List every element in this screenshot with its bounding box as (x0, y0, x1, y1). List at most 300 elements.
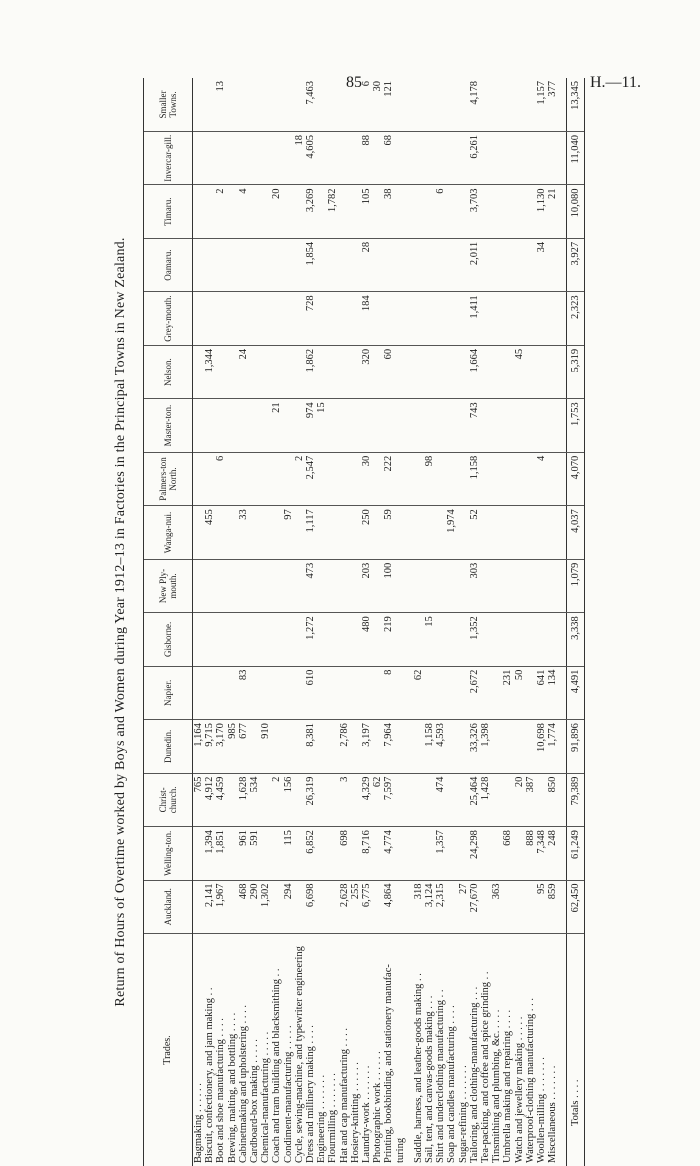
table-cell (514, 613, 525, 666)
table-cell: 1,862 (305, 345, 316, 398)
table-cell (502, 238, 513, 291)
table-cell (514, 506, 525, 559)
table-cell: 1,344 (204, 345, 215, 398)
table-cell (424, 399, 435, 452)
table-row (305, 78, 316, 1166)
table-cell: 2,628 (339, 880, 350, 933)
table-cell (361, 666, 372, 719)
table-cell (395, 559, 406, 612)
table-cell (260, 131, 271, 184)
table-cell (327, 238, 338, 291)
table-cell: 765 (193, 773, 205, 826)
table-cell (227, 345, 238, 398)
table-cell (525, 720, 536, 773)
table-cell (316, 131, 327, 184)
table-cell (204, 559, 215, 612)
table-cell (413, 78, 424, 131)
trade-name: Photographic work . . . . . . (372, 934, 383, 1166)
table-cell: 219 (383, 613, 394, 666)
table-cell: 698 (339, 827, 350, 880)
total-cell: 2,323 (566, 292, 584, 345)
table-cell: 105 (361, 185, 372, 238)
table-cell (372, 559, 383, 612)
table-cell (283, 345, 294, 398)
table-cell (350, 292, 361, 345)
table-cell: 115 (283, 827, 294, 880)
table-cell (446, 78, 457, 131)
table-cell (413, 345, 424, 398)
table-cell (271, 452, 282, 505)
table-cell (204, 399, 215, 452)
table-cell: 294 (283, 880, 294, 933)
table-cell: 468 (238, 880, 249, 933)
table-cell (260, 292, 271, 345)
table-cell (424, 559, 435, 612)
table-cell (413, 292, 424, 345)
table-cell (350, 666, 361, 719)
table-cell (547, 238, 558, 291)
table-cell (249, 399, 260, 452)
column-header: New Ply-mouth. (144, 559, 193, 612)
table-cell: 1,117 (305, 506, 316, 559)
table-cell (480, 399, 491, 452)
table-cell (327, 880, 338, 933)
table-cell (193, 238, 205, 291)
table-cell (547, 506, 558, 559)
table-cell (227, 613, 238, 666)
table-cell (372, 131, 383, 184)
table-cell (395, 78, 406, 131)
total-cell: 1,753 (566, 399, 584, 452)
rotated-table-block (113, 78, 581, 1166)
table-cell (372, 720, 383, 773)
table-cell: 1,158 (424, 720, 435, 773)
table-cell (525, 880, 536, 933)
table-cell (536, 131, 547, 184)
table-cell: 15 (316, 399, 327, 452)
trade-name: Saddle, harness, and leather-goods making . . (413, 934, 424, 1166)
table-cell (283, 78, 294, 131)
table-row (413, 78, 424, 1166)
table-cell (458, 506, 469, 559)
table-cell (271, 613, 282, 666)
column-header: Napier. (144, 666, 193, 719)
table-cell (283, 452, 294, 505)
table-cell (372, 506, 383, 559)
table-cell (424, 238, 435, 291)
table-cell: 83 (238, 666, 249, 719)
table-cell (327, 613, 338, 666)
trade-name: Waterproof-clothing manufacturing . . . (525, 934, 536, 1166)
table-cell: 480 (361, 613, 372, 666)
column-header: Christ-church. (144, 773, 193, 826)
table-cell (271, 880, 282, 933)
table-cell (514, 131, 525, 184)
column-header: Auckland. (144, 880, 193, 933)
table-cell (249, 506, 260, 559)
table-cell (372, 827, 383, 880)
table-cell (480, 506, 491, 559)
table-row (339, 78, 350, 1166)
table-cell (502, 613, 513, 666)
table-cell (238, 292, 249, 345)
table-cell (536, 613, 547, 666)
table-cell (350, 720, 361, 773)
table-cell: 3,124 (424, 880, 435, 933)
table-cell: 250 (361, 506, 372, 559)
table-cell (424, 131, 435, 184)
table-cell: 3,269 (305, 185, 316, 238)
table-cell (193, 506, 205, 559)
table-cell (350, 452, 361, 505)
table-cell: 1,357 (435, 827, 446, 880)
table-cell: 1,130 (536, 185, 547, 238)
table-cell: 2 (271, 773, 282, 826)
table-cell (193, 131, 205, 184)
table-cell (395, 399, 406, 452)
total-cell: 4,491 (566, 666, 584, 719)
column-header: Dunedin. (144, 720, 193, 773)
trade-name: Sugar-refining . . . . . . . (458, 934, 469, 1166)
table-cell (227, 131, 238, 184)
table-cell: 4 (536, 452, 547, 505)
table-cell: 222 (383, 452, 394, 505)
table-cell: 59 (383, 506, 394, 559)
table-cell (327, 559, 338, 612)
table-cell (227, 78, 238, 131)
column-header: Oamaru. (144, 238, 193, 291)
table-cell (294, 666, 305, 719)
table-cell (424, 185, 435, 238)
table-cell (283, 292, 294, 345)
table-cell (271, 720, 282, 773)
table-cell (260, 666, 271, 719)
table-cell (424, 506, 435, 559)
table-cell (424, 345, 435, 398)
table-cell: 4,912 (204, 773, 215, 826)
table-cell (227, 238, 238, 291)
table-cell (395, 827, 406, 880)
table-cell: 2 (294, 452, 305, 505)
table-cell (327, 452, 338, 505)
table-cell (458, 345, 469, 398)
table-cell (480, 559, 491, 612)
table-cell (458, 131, 469, 184)
table-cell (435, 345, 446, 398)
table-cell (294, 827, 305, 880)
table-cell (238, 613, 249, 666)
table-cell (446, 345, 457, 398)
table-cell (525, 238, 536, 291)
table-title: Return of Hours of Overtime worked by Boys and Women during Year 1912–13 in Factories in the Principal Towns in New Zealand. (113, 78, 129, 1166)
table-cell (339, 559, 350, 612)
table-cell (204, 238, 215, 291)
table-row (350, 78, 361, 1166)
table-cell (283, 720, 294, 773)
table-cell: 7,348 (536, 827, 547, 880)
table-cell (339, 666, 350, 719)
table-cell (502, 185, 513, 238)
table-cell (372, 399, 383, 452)
table-cell (283, 131, 294, 184)
table-cell: 6,852 (305, 827, 316, 880)
table-cell (339, 345, 350, 398)
table-cell (514, 292, 525, 345)
table-cell (395, 613, 406, 666)
table-cell (316, 452, 327, 505)
total-cell: 10,080 (566, 185, 584, 238)
table-cell (227, 506, 238, 559)
table-cell (204, 292, 215, 345)
table-cell: 377 (547, 78, 558, 131)
table-cell (316, 880, 327, 933)
table-cell: 7,964 (383, 720, 394, 773)
table-cell (491, 773, 502, 826)
table-cell (491, 559, 502, 612)
table-cell: 1,664 (469, 345, 480, 398)
trade-name: Printing, bookbinding, and stationery manufac- (383, 934, 394, 1166)
total-cell: 61,249 (566, 827, 584, 880)
table-cell (502, 452, 513, 505)
table-cell (238, 131, 249, 184)
table-row (361, 78, 372, 1166)
table-row (327, 78, 338, 1166)
trade-name: Flourmilling . . . . . . . (327, 934, 338, 1166)
table-cell (316, 613, 327, 666)
table-cell: 1,302 (260, 880, 271, 933)
table-cell: 4,329 (361, 773, 372, 826)
table-cell (514, 827, 525, 880)
table-cell (350, 185, 361, 238)
table-cell (413, 773, 424, 826)
table-cell (413, 131, 424, 184)
table-cell (294, 185, 305, 238)
table-cell (413, 559, 424, 612)
table-cell (350, 131, 361, 184)
table-cell: 1,352 (469, 613, 480, 666)
table-cell: 203 (361, 559, 372, 612)
table-cell: 2,011 (469, 238, 480, 291)
table-cell (372, 185, 383, 238)
table-cell (249, 720, 260, 773)
table-cell (327, 506, 338, 559)
table-cell (480, 452, 491, 505)
total-cell: 91,896 (566, 720, 584, 773)
table-cell (204, 78, 215, 131)
trade-name: Miscellaneous . . . . . . . (547, 934, 558, 1166)
trade-name: Cabinetmaking and upholstering . . . . (238, 934, 249, 1166)
table-cell (249, 238, 260, 291)
table-cell (502, 773, 513, 826)
header-row (144, 78, 193, 1166)
total-cell: 13,345 (566, 78, 584, 131)
table-row (193, 78, 205, 1166)
table-cell (339, 452, 350, 505)
table-cell: 184 (361, 292, 372, 345)
table-cell (514, 720, 525, 773)
trade-name: Brewing, malting, and bottling . . . . (227, 934, 238, 1166)
table-cell (316, 773, 327, 826)
table-cell (458, 292, 469, 345)
table-cell (215, 559, 226, 612)
table-cell (435, 452, 446, 505)
trade-name: Condiment-manufacturing . . . . . (283, 934, 294, 1166)
table-cell (525, 131, 536, 184)
table-cell (491, 78, 502, 131)
trade-name: turing (395, 934, 406, 1166)
table-cell: 30 (372, 78, 383, 131)
table-cell (339, 399, 350, 452)
page-number: 85 (346, 74, 362, 92)
table-cell (395, 506, 406, 559)
trade-name: Soap and candles manufacturing . . . . (446, 934, 457, 1166)
table-cell (458, 666, 469, 719)
table-cell (424, 773, 435, 826)
table-cell (435, 238, 446, 291)
table-cell (480, 880, 491, 933)
table-cell (294, 399, 305, 452)
table-cell: 255 (350, 880, 361, 933)
table-cell (193, 185, 205, 238)
table-cell: 62 (413, 666, 424, 719)
table-cell (491, 131, 502, 184)
table-cell: 20 (514, 773, 525, 826)
table-cell (316, 559, 327, 612)
document-reference: H.—11. (590, 74, 641, 92)
column-header: Grey-mouth. (144, 292, 193, 345)
table-cell (491, 452, 502, 505)
table-cell: 1,782 (327, 185, 338, 238)
table-cell (227, 773, 238, 826)
table-cell (249, 559, 260, 612)
table-cell (316, 506, 327, 559)
table-cell: 455 (204, 506, 215, 559)
table-cell (458, 827, 469, 880)
table-cell (502, 880, 513, 933)
table-cell: 28 (361, 238, 372, 291)
table-cell (294, 559, 305, 612)
table-cell: 1,854 (305, 238, 316, 291)
table-cell: 8,381 (305, 720, 316, 773)
table-cell (525, 78, 536, 131)
table-cell (327, 292, 338, 345)
total-cell: 5,319 (566, 345, 584, 398)
table-cell: 2,786 (339, 720, 350, 773)
table-row (260, 78, 271, 1166)
table-cell (316, 292, 327, 345)
table-cell (395, 666, 406, 719)
table-cell (424, 827, 435, 880)
table-cell (446, 880, 457, 933)
table-cell (215, 238, 226, 291)
table-cell: 34 (536, 238, 547, 291)
table-cell (227, 399, 238, 452)
total-cell: 3,338 (566, 613, 584, 666)
table-cell (458, 452, 469, 505)
table-cell (316, 827, 327, 880)
table-cell (215, 345, 226, 398)
table-cell (446, 720, 457, 773)
table-cell: 27,670 (469, 880, 480, 933)
table-cell: 534 (249, 773, 260, 826)
table-cell (372, 666, 383, 719)
table-cell: 97 (283, 506, 294, 559)
table-cell (238, 238, 249, 291)
table-cell (249, 292, 260, 345)
table-cell (491, 238, 502, 291)
table-cell (339, 78, 350, 131)
table-row (435, 78, 446, 1166)
table-cell: 610 (305, 666, 316, 719)
table-cell (395, 880, 406, 933)
table-cell: 88 (361, 131, 372, 184)
table-cell (491, 613, 502, 666)
table-cell (536, 506, 547, 559)
table-cell (525, 292, 536, 345)
table-cell (446, 827, 457, 880)
table-cell: 60 (383, 345, 394, 398)
table-cell: 7,597 (383, 773, 394, 826)
table-cell (514, 238, 525, 291)
table-cell (372, 613, 383, 666)
table-cell (294, 238, 305, 291)
table-cell (395, 292, 406, 345)
table-cell (536, 292, 547, 345)
table-cell (283, 238, 294, 291)
trade-name: Woollen-milling . . . . . . . (536, 934, 547, 1166)
trade-name: Watch and jewellery making . . . . . (514, 934, 525, 1166)
table-cell (525, 506, 536, 559)
table-cell (446, 185, 457, 238)
table-cell (395, 720, 406, 773)
column-header: Timaru. (144, 185, 193, 238)
table-cell: 985 (227, 720, 238, 773)
table-cell: 21 (271, 399, 282, 452)
table-cell: 8 (383, 666, 394, 719)
table-cell (413, 399, 424, 452)
table-cell (215, 399, 226, 452)
table-cell (260, 613, 271, 666)
table-cell (435, 506, 446, 559)
table-cell: 743 (469, 399, 480, 452)
table-cell (339, 613, 350, 666)
table-cell (215, 666, 226, 719)
table-cell (435, 559, 446, 612)
table-cell: 1,398 (480, 720, 491, 773)
table-cell (339, 185, 350, 238)
table-cell: 2,315 (435, 880, 446, 933)
table-cell: 859 (547, 880, 558, 933)
table-cell (514, 452, 525, 505)
trade-name: Hosiery-knitting . . . . . . (350, 934, 361, 1166)
table-cell (350, 773, 361, 826)
header-trades: Trades. (144, 934, 193, 1166)
table-cell (424, 292, 435, 345)
table-cell (446, 613, 457, 666)
table-cell (491, 345, 502, 398)
table-cell (294, 613, 305, 666)
table-cell (435, 78, 446, 131)
table-cell (480, 131, 491, 184)
table-row (424, 78, 435, 1166)
table-cell (514, 78, 525, 131)
table-cell (249, 131, 260, 184)
table-row (547, 78, 558, 1166)
table-cell (327, 773, 338, 826)
table-cell (413, 827, 424, 880)
table-cell (227, 666, 238, 719)
table-cell (294, 506, 305, 559)
